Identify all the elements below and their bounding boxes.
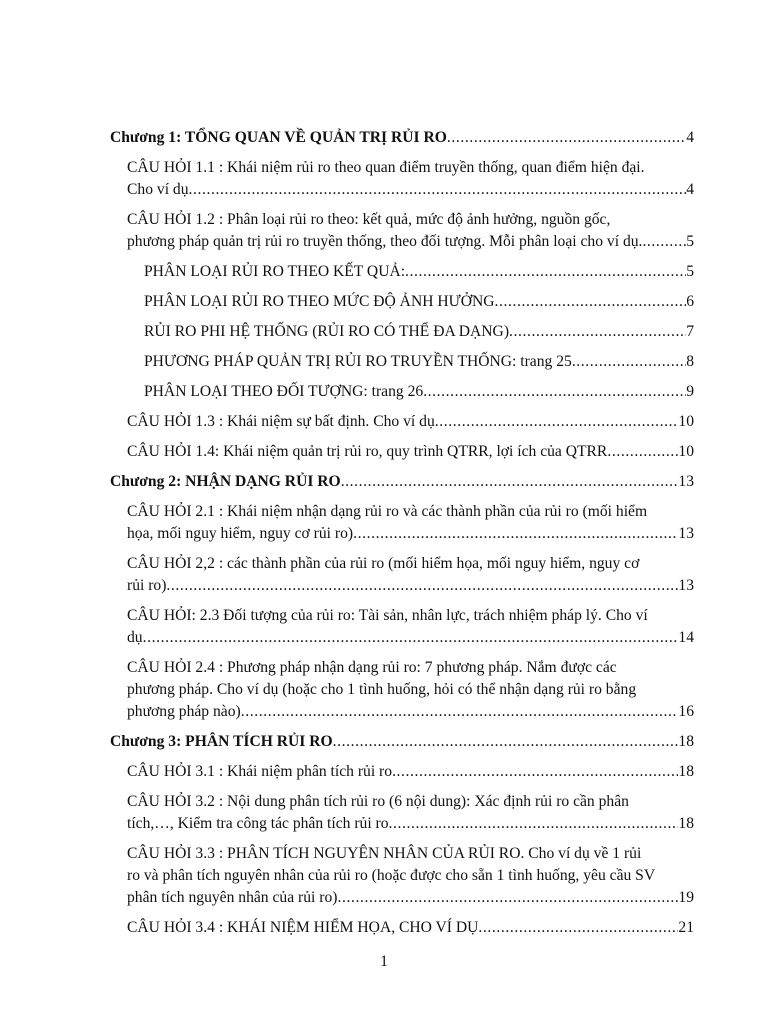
toc-entry-text-line: CÂU HỎI 2.1 : Khái niệm nhận dạng rủi ro và các thành phần của rủi ro (mối hiểm [127,503,648,520]
toc-question-entry[interactable] [127,209,694,253]
toc-question-entry[interactable] [127,657,694,723]
toc-entry-title: phương pháp nào) [127,703,241,720]
toc-chapter-entry[interactable] [110,127,694,149]
toc-leader-dots [405,261,686,283]
toc-entry-title: RỦI RO PHI HỆ THỐNG (RỦI RO CÓ THỂ ĐA DẠNG) [144,323,510,340]
toc-leader-dots [495,291,687,313]
toc-entry-last-line [144,381,694,403]
toc-entry-title: phương pháp quản trị rủi ro truyền thống, theo đối tượng. Mỗi phân loại cho ví dụ. [127,233,643,250]
toc-chapter-entry[interactable] [110,471,694,493]
toc-question-entry[interactable] [127,441,694,463]
toc-question-entry[interactable] [127,605,694,649]
toc-entry-text-line: CÂU HỎI 1.2 : Phân loại rủi ro theo: kết quả, mức độ ảnh hưởng, nguồn gốc, [127,211,611,228]
toc-entry-last-line [127,627,694,649]
toc-question-entry[interactable] [127,157,694,201]
toc-entry-title: PHÂN LOẠI RỦI RO THEO KẾT QUẢ: [144,263,406,280]
toc-page-number: 4 [686,181,694,198]
toc-page-number: 16 [678,703,694,720]
toc-entry-last-line [127,231,694,253]
toc-leader-dots [389,813,679,835]
toc-subsection-entry[interactable] [144,351,694,373]
toc-leader-dots [341,471,679,493]
toc-entry-last-line [127,813,694,835]
toc-page-number: 5 [686,233,694,250]
toc-entry-title: PHƯƠNG PHÁP QUẢN TRỊ RỦI RO TRUYỀN THỐNG: trang 25 [144,353,572,370]
toc-entry-title: CÂU HỎI 1.3 : Khái niệm sự bất định. Cho ví dụ [127,413,435,430]
toc-entry-title: Chương 3: PHÂN TÍCH RỦI RO [110,733,333,750]
toc-page-number: 18 [678,733,694,750]
toc-entry-text-line: ro và phân tích nguyên nhân của rủi ro (hoặc được cho sẵn 1 tình huống, yêu cầu SV [127,867,656,884]
toc-leader-dots [392,761,678,783]
toc-subsection-entry[interactable] [144,261,694,283]
toc-leader-dots [435,411,679,433]
toc-page-number: 4 [686,129,694,146]
toc-entry-text-line: CÂU HỎI: 2.3 Đối tượng của rủi ro: Tài sản, nhân lực, trách nhiệm pháp lý. Cho ví [127,607,648,624]
toc-page-number: 21 [678,919,694,936]
toc-leader-dots [143,627,679,649]
toc-chapter-entry[interactable] [110,731,694,753]
toc-entry-last-line [127,701,694,723]
toc-entry-text-line: CÂU HỎI 1.1 : Khái niệm rủi ro theo quan điểm truyền thống, quan điểm hiện đại. [127,159,645,176]
toc-page-number: 7 [686,323,694,340]
toc-entry-last-line [127,441,694,463]
toc-leader-dots [607,441,678,463]
toc-leader-dots [572,351,686,373]
toc-leader-dots [447,127,686,149]
toc-page-number: 10 [678,413,694,430]
toc-entry-last-line [127,411,694,433]
toc-subsection-entry[interactable] [144,291,694,313]
toc-leader-dots [337,887,678,909]
toc-entry-last-line [144,351,694,373]
toc-question-entry[interactable] [127,411,694,433]
toc-page-number: 5 [686,263,694,280]
toc-entry-title: họa, mối nguy hiểm, nguy cơ rủi ro) [127,525,354,542]
toc-subsection-entry[interactable] [144,381,694,403]
toc-page-number: 10 [678,443,694,460]
toc-page-number: 18 [678,763,694,780]
toc-leader-dots [642,231,686,253]
table-of-contents [110,127,694,947]
toc-entry-title: CÂU HỎI 1.4: Khái niệm quản trị rủi ro, quy trình QTRR, lợi ích của QTRR [127,443,608,460]
toc-entry-last-line [144,321,694,343]
toc-entry-text-line: CÂU HỎI 2.4 : Phương pháp nhận dạng rủi ro: 7 phương pháp. Nắm được các [127,659,617,676]
toc-question-entry[interactable] [127,761,694,783]
toc-entry-title: rủi ro) [127,577,167,594]
toc-entry-last-line [127,179,694,201]
toc-page-number: 13 [678,525,694,542]
toc-page-number: 18 [678,815,694,832]
toc-entry-last-line [127,523,694,545]
toc-page-number: 8 [686,353,694,370]
toc-leader-dots [189,179,687,201]
toc-page-number: 9 [686,383,694,400]
toc-leader-dots [166,575,678,597]
toc-page-number: 13 [678,473,694,490]
toc-entry-last-line [110,731,694,753]
toc-leader-dots [353,523,678,545]
toc-page-number: 19 [678,889,694,906]
toc-subsection-entry[interactable] [144,321,694,343]
toc-entry-last-line [110,127,694,149]
toc-entry-title: PHÂN LOẠI THEO ĐỐI TƯỢNG: trang 26 [144,383,424,400]
toc-entry-title: Cho ví dụ [127,181,189,198]
toc-entry-last-line [127,887,694,909]
toc-page-number: 14 [678,629,694,646]
toc-entry-title: tích,…, Kiểm tra công tác phân tích rủi ro [127,815,389,832]
toc-question-entry[interactable] [127,501,694,545]
toc-entry-text-line: phương pháp. Cho ví dụ (hoặc cho 1 tình huống, hỏi có thể nhận dạng rủi ro bằng [127,681,637,698]
toc-entry-last-line [127,917,694,939]
toc-leader-dots [241,701,679,723]
toc-question-entry[interactable] [127,843,694,909]
toc-entry-last-line [127,761,694,783]
toc-entry-text-line: CÂU HỎI 2,2 : các thành phần của rủi ro (mối hiểm họa, mối nguy hiểm, nguy cơ [127,555,640,572]
page-number: 1 [380,953,388,970]
toc-entry-last-line [144,261,694,283]
toc-leader-dots [333,731,679,753]
toc-page-number: 13 [678,577,694,594]
toc-page-number: 6 [686,293,694,310]
toc-entry-title: CÂU HỎI 3.4 : KHÁI NIỆM HIỂM HỌA, CHO VÍ DỤ [127,919,479,936]
toc-entry-last-line [127,575,694,597]
toc-question-entry[interactable] [127,791,694,835]
toc-entry-title: dụ [127,629,143,646]
toc-entry-title: CÂU HỎI 3.1 : Khái niệm phân tích rủi ro [127,763,393,780]
toc-entry-title: Chương 1: TỔNG QUAN VỀ QUẢN TRỊ RỦI RO [110,129,447,146]
toc-leader-dots [478,917,678,939]
toc-question-entry[interactable] [127,553,694,597]
toc-entry-title: Chương 2: NHẬN DẠNG RỦI RO [110,473,341,490]
toc-entry-text-line: CÂU HỎI 3.2 : Nội dung phân tích rủi ro (6 nội dung): Xác định rủi ro cần phân [127,793,629,810]
toc-entry-text-line: CÂU HỎI 3.3 : PHÂN TÍCH NGUYÊN NHÂN CỦA RỦI RO. Cho ví dụ về 1 rủi [127,845,642,862]
toc-leader-dots [509,321,686,343]
toc-leader-dots [423,381,686,403]
toc-entry-title: PHÂN LOẠI RỦI RO THEO MỨC ĐỘ ẢNH HƯỞNG [144,293,495,310]
toc-entry-last-line [144,291,694,313]
toc-entry-last-line [110,471,694,493]
toc-entry-title: phân tích nguyên nhân của rủi ro) [127,889,338,906]
toc-question-entry[interactable] [127,917,694,939]
